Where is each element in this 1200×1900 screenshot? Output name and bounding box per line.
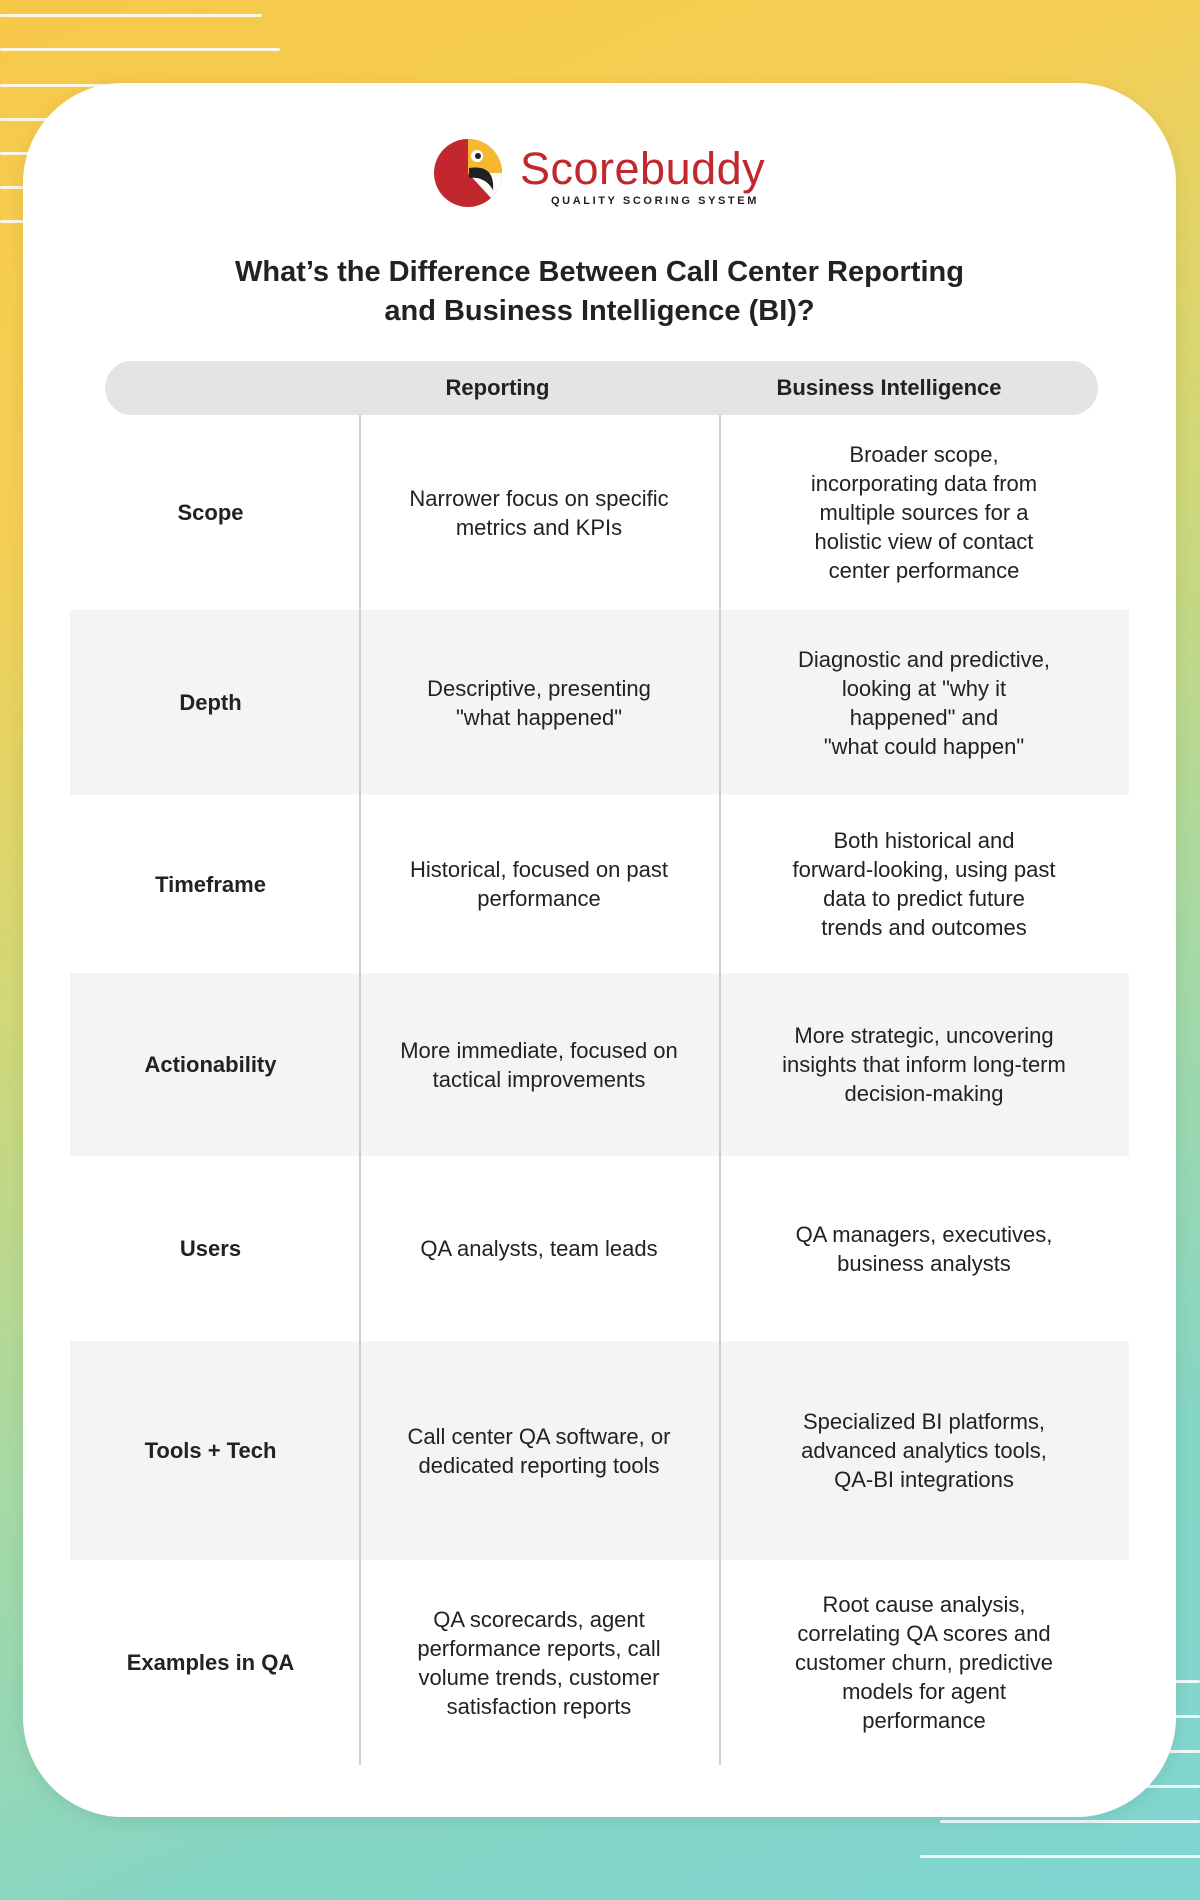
reporting-cell-line: "what happened" bbox=[455, 704, 623, 730]
row-label-text: Tools + Tech bbox=[144, 1438, 277, 1463]
reporting-cell-line: dedicated reporting tools bbox=[418, 1452, 660, 1478]
bi-cell-line: customer churn, predictive bbox=[795, 1650, 1053, 1675]
reporting-cell-line: Call center QA software, or bbox=[407, 1423, 671, 1449]
row-label bbox=[70, 795, 351, 973]
bi-cell-line: forward-looking, using past bbox=[792, 857, 1056, 882]
reporting-cell-line: Descriptive, presenting bbox=[427, 675, 651, 701]
table-row bbox=[70, 415, 1129, 610]
row-label bbox=[70, 610, 351, 795]
bi-cell-line: Both historical and bbox=[833, 828, 1015, 853]
brand-name: Scorebuddy bbox=[520, 143, 766, 194]
reporting-cell bbox=[359, 610, 719, 795]
reporting-cell bbox=[359, 1341, 719, 1560]
bi-cell-line: Diagnostic and predictive, bbox=[798, 646, 1050, 672]
reporting-cell-line: volume trends, customer bbox=[418, 1664, 660, 1690]
table-row bbox=[70, 795, 1129, 973]
bi-cell-line: More strategic, uncovering bbox=[794, 1023, 1054, 1048]
bi-cell-line: happened" and bbox=[849, 704, 999, 730]
bi-cell-line: data to predict future bbox=[823, 886, 1025, 911]
row-label bbox=[70, 415, 351, 610]
bi-cell-line: center performance bbox=[828, 558, 1020, 583]
bi-cell-line: Broader scope, bbox=[849, 442, 999, 467]
bi-cell-line: incorporating data from bbox=[810, 471, 1038, 496]
table-header bbox=[105, 361, 1098, 415]
table-row bbox=[70, 973, 1129, 1156]
reporting-cell-line: Historical, focused on past bbox=[409, 857, 669, 882]
reporting-cell-line: performance reports, call bbox=[417, 1635, 661, 1661]
table-row bbox=[70, 610, 1129, 795]
bi-cell bbox=[719, 610, 1129, 795]
reporting-cell-line: performance bbox=[477, 886, 601, 911]
bi-cell-line: Specialized BI platforms, bbox=[802, 1409, 1046, 1434]
bi-cell-line: QA-BI integrations bbox=[834, 1467, 1014, 1492]
row-label bbox=[70, 1560, 351, 1765]
row-label bbox=[70, 1341, 351, 1560]
reporting-cell bbox=[359, 1156, 719, 1341]
parrot-logo-icon bbox=[433, 138, 503, 208]
row-label-text: Timeframe bbox=[155, 871, 266, 897]
bi-cell-line: "what could happen" bbox=[823, 733, 1025, 759]
reporting-cell-line: metrics and KPIs bbox=[455, 514, 623, 540]
reporting-cell-line: QA analysts, team leads bbox=[420, 1236, 658, 1261]
bi-cell bbox=[719, 1341, 1129, 1560]
header-business-intelligence: Business Intelligence bbox=[776, 375, 1002, 400]
bi-cell-line: looking at "why it bbox=[841, 675, 1007, 701]
reporting-cell bbox=[359, 415, 719, 610]
row-label-text: Examples in QA bbox=[126, 1650, 295, 1675]
row-label bbox=[70, 1156, 351, 1341]
bi-cell-line: QA managers, executives, bbox=[795, 1221, 1053, 1247]
bi-cell bbox=[719, 1560, 1129, 1765]
bi-cell-line: performance bbox=[862, 1708, 986, 1733]
bi-cell-line: correlating QA scores and bbox=[797, 1621, 1051, 1646]
brand-tagline: QUALITY SCORING SYSTEM bbox=[551, 195, 759, 207]
bi-cell-line: multiple sources for a bbox=[819, 500, 1029, 525]
reporting-cell bbox=[359, 973, 719, 1156]
bi-cell bbox=[719, 795, 1129, 973]
column-divider bbox=[359, 415, 361, 1765]
row-label-text: Scope bbox=[177, 500, 244, 525]
page-title: What’s the Difference Between Call Center Reporting and Business Intelligence (BI)? bbox=[235, 256, 964, 327]
reporting-cell-line: tactical improvements bbox=[432, 1066, 646, 1092]
header-reporting: Reporting bbox=[445, 375, 550, 400]
bi-cell-line: models for agent bbox=[842, 1679, 1006, 1704]
comparison-card bbox=[23, 83, 1176, 1817]
row-label-text: Actionability bbox=[144, 1052, 277, 1077]
reporting-cell-line: Narrower focus on specific bbox=[409, 485, 669, 511]
bi-cell bbox=[719, 415, 1129, 610]
bi-cell bbox=[719, 1156, 1129, 1341]
row-label-text: Users bbox=[179, 1236, 242, 1261]
reporting-cell bbox=[359, 1560, 719, 1765]
bi-cell-line: holistic view of contact bbox=[814, 529, 1034, 554]
reporting-cell-line: More immediate, focused on bbox=[400, 1037, 678, 1063]
reporting-cell-line: satisfaction reports bbox=[446, 1693, 632, 1719]
header-label-column bbox=[105, 361, 315, 415]
reporting-cell-line: QA scorecards, agent bbox=[433, 1606, 645, 1632]
column-divider bbox=[719, 415, 721, 1765]
bi-cell-line: decision-making bbox=[844, 1081, 1004, 1106]
row-label-text: Depth bbox=[179, 690, 242, 715]
table-row bbox=[70, 1560, 1129, 1765]
table-row bbox=[70, 1341, 1129, 1560]
bi-cell-line: trends and outcomes bbox=[821, 915, 1027, 940]
bi-cell-line: business analysts bbox=[837, 1250, 1011, 1276]
reporting-cell bbox=[359, 795, 719, 973]
bi-cell-line: advanced analytics tools, bbox=[801, 1438, 1047, 1463]
bi-cell-line: Root cause analysis, bbox=[822, 1592, 1026, 1617]
table-row bbox=[70, 1156, 1129, 1341]
bi-cell bbox=[719, 973, 1129, 1156]
bi-cell-line: insights that inform long-term bbox=[782, 1052, 1066, 1077]
row-label bbox=[70, 973, 351, 1156]
